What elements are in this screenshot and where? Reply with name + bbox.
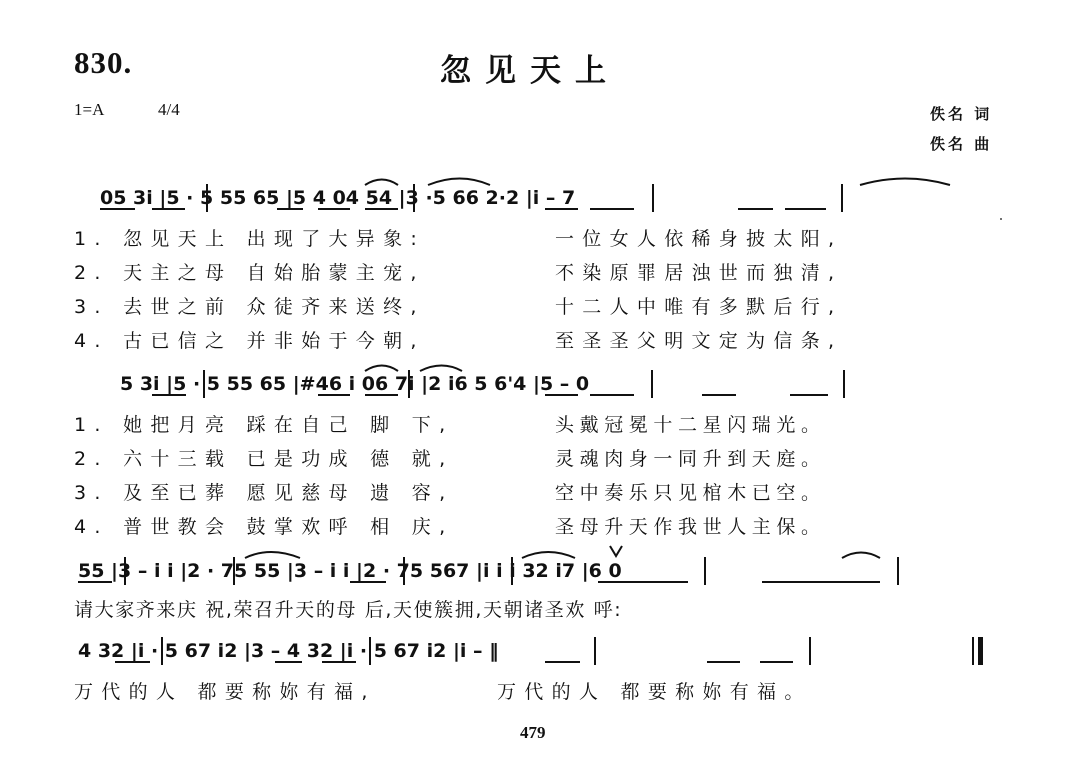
verse-3-line-2b: 空中奏乐只见棺木已空。 [555, 482, 826, 504]
verse-2-line-2b: 灵魂肉身一同升到天庭。 [555, 448, 826, 470]
page-number: 479 [520, 723, 546, 742]
refrain-lyrics-a: 万代的人 都要称妳有福, [74, 681, 376, 703]
verse-4-line-1b: 至圣圣父明文定为信条, [555, 330, 843, 352]
final-barline-thick [978, 637, 983, 665]
notation-line-3: 55 |3 – i i |2 · 75 55 |3 – i i |2 · 75 567 |i i i 32 i7 |6 0 [78, 560, 622, 582]
time-signature: 4/4 [158, 100, 180, 119]
verse-1-line-1a: 1. 忽见天上 出现了大异象: [74, 228, 426, 250]
scan-speck [1000, 218, 1002, 220]
verse-2-line-1b: 不染原罪居浊世而独清, [555, 262, 843, 284]
verse-1-line-1b: 一位女人依稀身披太阳, [555, 228, 843, 250]
key-signature: 1=A [74, 100, 105, 119]
hymn-number: 830. [74, 45, 133, 80]
notation-line-4: 4 32 |i · 5 67 i2 |3 – 4 32 |i · 5 67 i2 |i – ‖ [78, 640, 499, 662]
verse-4-line-2b: 圣母升天作我世人主保。 [555, 516, 826, 538]
lyricist-credit: 佚名 词 [930, 105, 993, 123]
verse-4-line-1a: 4. 古已信之 并非始于今朝, [74, 330, 425, 352]
verse-4-line-2a: 4. 普世教会 鼓掌欢呼 相 庆, [74, 516, 454, 538]
verse-3-line-1a: 3. 去世之前 众徒齐来送终, [74, 296, 425, 318]
verse-3-line-1b: 十二人中唯有多默后行, [555, 296, 843, 318]
notation-line-2: 5 3i |5 · 5 55 65 |#46 i 06 7i |2 i6 5 6'4 |5 – 0 [120, 373, 590, 395]
verse-3-line-2a: 3. 及至已葬 愿见慈母 遗 容, [74, 482, 454, 504]
verse-1-line-2a: 1. 她把月亮 踩在自己 脚 下, [74, 414, 454, 436]
hymn-title: 忽见天上 [440, 53, 620, 89]
verse-2-line-2a: 2. 六十三载 已是功成 德 就, [74, 448, 454, 470]
verse-2-line-1a: 2. 天主之母 自始胎蒙主宠, [74, 262, 425, 284]
composer-credit: 佚名 曲 [930, 135, 993, 153]
refrain-lyrics-b: 万代的人 都要称妳有福。 [497, 681, 812, 703]
verse-1-line-2b: 头戴冠冕十二星闪瑞光。 [555, 414, 826, 436]
chorus-lyrics: 请大家齐来庆 祝,荣召升天的母 后,天使簇拥,天朝诸圣欢 呼: [74, 599, 623, 621]
notation-line-1: 05 3i |5 · 5 55 65 |5 4 04 54 |3 ·5 66 2·2 |i – 7 [100, 187, 576, 209]
